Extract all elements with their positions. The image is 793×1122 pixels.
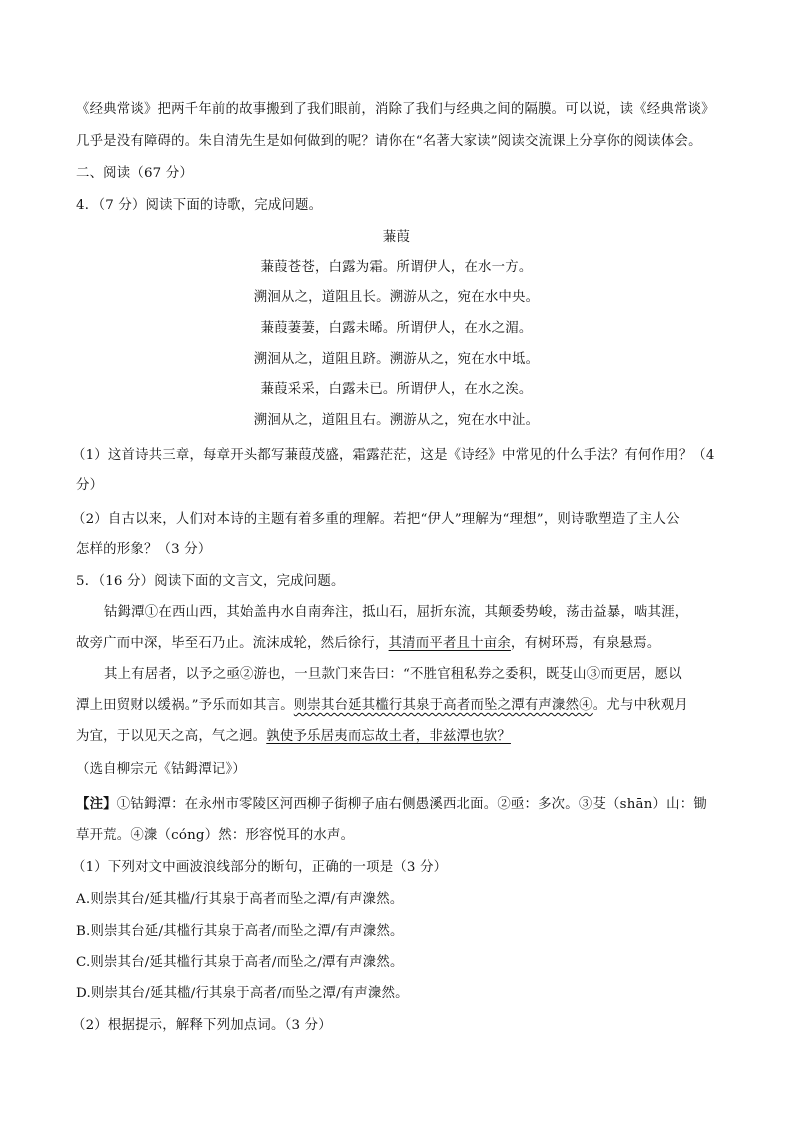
option-c: C.则崇其台/延其槛行其泉于高者/而坠之/潭有声潨然。	[76, 955, 404, 970]
q4-sub-2: （2）自古以来，人们对本诗的主题有着多重的理解。若把“伊人”理解为“理想”，则诗歌塑造了主人公	[72, 512, 680, 527]
passage-para-1: 钴鉧潭①在西山西，其始盖冉水自南奔注，抵山石，屈折东流，其颠委势峻，荡击益暴，啮其涯，	[104, 605, 689, 620]
intro-line-1: 《经典常谈》把两千年前的故事搬到了我们眼前，消除了我们与经典之间的隔膜。可以说，读《经典常谈》	[76, 102, 715, 117]
question-5-heading: 5．（16 分）阅读下面的文言文，完成问题。	[76, 574, 345, 589]
underlined-sentence: 孰使予乐居夷而忘故土者，非兹潭也欤？	[266, 729, 511, 744]
wavy-underlined-sentence: 则崇其台延其槛行其泉于高者而坠之潭有声潨然④	[293, 698, 593, 713]
section-heading: 二、阅读（67 分）	[76, 166, 194, 181]
note-label: 【注】	[76, 796, 117, 812]
poem-line: 蒹葭采采，白露未已。所谓伊人，在水之涘。	[260, 382, 533, 397]
question-4-heading: 4．（7 分）阅读下面的诗歌，完成问题。	[76, 198, 323, 213]
poem-line: 溯洄从之，道阻且跻。溯游从之，宛在水中坻。	[253, 352, 540, 367]
text-span: ，有树环焉，有泉悬焉。	[510, 636, 661, 651]
poem-line: 溯洄从之，道阻且右。溯游从之，宛在水中沚。	[253, 413, 540, 428]
passage-source: （选自柳宗元《钴鉧潭记》）	[76, 762, 246, 777]
q5-sub-2: （2）根据提示，解释下列加点词。（3 分）	[72, 1018, 332, 1033]
poem-line: 蒹葭苍苍，白露为霜。所谓伊人，在水一方。	[260, 260, 533, 275]
intro-line-2: 几乎是没有障碍的。朱自清先生是如何做到的呢？请你在“名著大家读”阅读交流课上分享你的阅读体会。	[76, 134, 702, 149]
poem-line: 蒹葭萋萋，白露未晞。所谓伊人，在水之湄。	[260, 321, 533, 336]
text-span: 。尤与中秋观月	[592, 698, 688, 713]
text-span: 为宜，于以见天之高，气之迥。	[76, 729, 267, 744]
note-text: ①钴鉧潭：在永州市零陵区河西柳子街柳子庙右侧愚溪西北面。②亟：多次。③芟（shān）山：锄	[116, 797, 707, 812]
text-span: 潭上田贸财以缓祸。”予乐而如其言。	[76, 698, 294, 713]
passage-para-2-cont	[76, 696, 726, 716]
option-d: D.则崇其台/延其槛/行其泉于高者/而坠之潭/有声潨然。	[76, 986, 409, 1001]
q4-sub-1-cont: 分）	[76, 478, 104, 493]
poem-title: 蒹葭	[382, 230, 411, 245]
passage-para-2-cont2	[76, 727, 726, 747]
annotation-note	[76, 794, 726, 815]
q4-sub-2-cont: 怎样的形象？（3 分）	[76, 542, 212, 557]
passage-para-1-cont	[76, 634, 726, 654]
option-a: A.则崇其台/延其槛/行其泉于高者而坠之潭/有声潨然。	[76, 892, 404, 907]
option-b: B.则崇其台延/其槛行其泉于高者/而坠之潭/有声潨然。	[76, 924, 404, 939]
annotation-note-cont: 草开荒。④潨（cóng）然：形容悦耳的水声。	[76, 828, 355, 843]
poem-line: 溯洄从之，道阻且长。溯游从之，宛在水中央。	[253, 290, 540, 305]
q4-sub-1: （1）这首诗共三章，每章开头都写蒹葭茂盛，霜露茫茫，这是《诗经》中常见的什么手法？有何作用？（4	[72, 448, 715, 463]
underlined-sentence: 其清而平者且十亩余	[388, 636, 511, 651]
text-span: 故旁广而中深，毕至石乃止。流沫成轮，然后徐行，	[76, 636, 389, 651]
q5-sub-1: （1）下列对文中画波浪线部分的断句，正确的一项是（3 分）	[72, 860, 448, 875]
passage-para-2: 其上有居者，以予之亟②游也，一旦款门来告曰：“不胜官租私券之委积，既芟山③而更居，愿以	[104, 667, 682, 682]
